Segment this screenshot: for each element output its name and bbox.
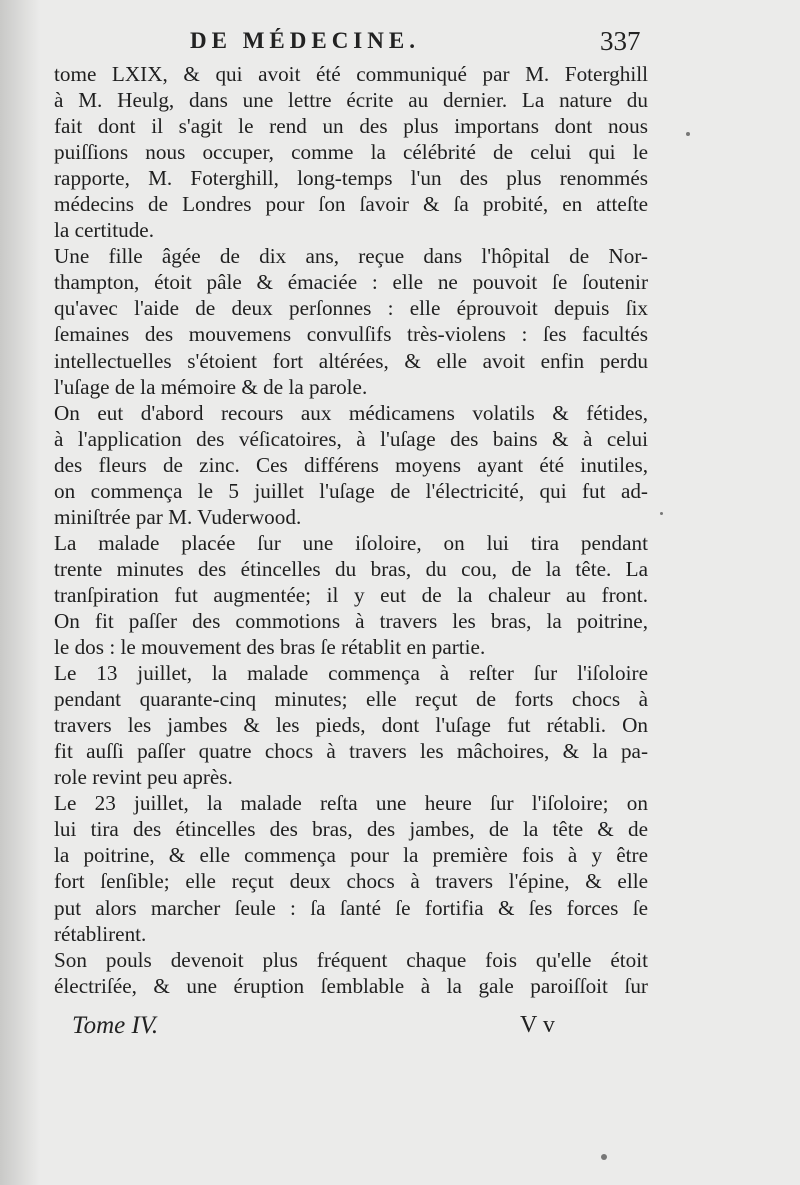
text-line: tranſpiration fut augmentée; il y eut de la chaleur au front. [54, 582, 648, 607]
text-line: des fleurs de zinc. Ces différens moyens ayant été inutiles, [54, 452, 648, 477]
text-line: miniſtrée par M. Vuderwood. [54, 504, 302, 529]
text-line: role revint peu après. [54, 765, 233, 790]
text-line: La malade placée ſur une iſoloire, on lui tira pendant [54, 530, 648, 555]
text-line: On fit paſſer des commotions à travers les bras, la poitrine, [54, 608, 648, 633]
text-line: ſemaines des mouvemens convulſifs très-violens : ſes facultés [54, 322, 648, 347]
text-line: fit auſſi paſſer quatre chocs à travers les mâchoires, & la pa- [54, 739, 648, 764]
text-line: fait dont il s'agit le rend un des plus importans dont nous [54, 114, 648, 139]
body-text [54, 61, 648, 999]
text-line: la certitude. [54, 218, 154, 243]
gutter-shadow [0, 0, 40, 1185]
text-line: à M. Heulg, dans une lettre écrite au dernier. La nature du [54, 88, 648, 113]
ink-speck [601, 1154, 607, 1160]
text-line: fort ſenſible; elle reçut deux chocs à travers l'épine, & elle [54, 869, 648, 894]
text-line: on commença le 5 juillet l'uſage de l'électricité, qui fut ad- [54, 478, 648, 503]
running-head: DE MÉDECINE. [190, 28, 420, 53]
text-line: Son pouls devenoit plus fréquent chaque fois qu'elle étoit [54, 947, 648, 972]
text-line: à l'application des véſicatoires, à l'uſage des bains & à celui [54, 426, 648, 451]
ink-speck [686, 132, 690, 136]
text-line: électriſée, & une éruption ſemblable à la gale paroiſſoit ſur [54, 973, 648, 998]
text-line: Le 23 juillet, la malade reſta une heure ſur l'iſoloire; on [54, 791, 648, 816]
text-line: rapporte, M. Foterghill, long-temps l'un des plus renommés [54, 166, 648, 191]
text-line: médecins de Londres pour ſon ſavoir & ſa probité, en atteſte [54, 192, 648, 217]
text-line: pendant quarante-cinq minutes; elle reçut de forts chocs à [54, 687, 648, 712]
text-line: puiſſions nous occuper, comme la célébrité de celui qui le [54, 140, 648, 165]
text-line: Le 13 juillet, la malade commença à reſter ſur l'iſoloire [54, 661, 648, 686]
text-line: thampton, étoit pâle & émaciée : elle ne pouvoit ſe ſoutenir [54, 270, 648, 295]
text-line: rétablirent. [54, 921, 147, 946]
text-line: Une fille âgée de dix ans, reçue dans l'hôpital de Nor- [54, 244, 648, 269]
catchword: V v [520, 1012, 555, 1038]
signature-mark: Tome IV. [72, 1012, 159, 1039]
text-line: lui tira des étincelles des bras, des jambes, de la tête & de [54, 817, 648, 842]
ink-speck [660, 512, 663, 515]
text-line: tome LXIX, & qui avoit été communiqué par M. Foterghill [54, 62, 648, 86]
text-line: On eut d'abord recours aux médicamens volatils & fétides, [54, 400, 648, 425]
text-line: intellectuelles s'étoient fort altérées, & elle avoit enfin perdu [54, 348, 648, 373]
text-line: qu'avec l'aide de deux perſonnes : elle éprouvoit depuis ſix [54, 296, 648, 321]
text-line: la poitrine, & elle commença pour la première fois à y être [54, 843, 648, 868]
text-line: trente minutes des étincelles du bras, du cou, de la tête. La [54, 556, 648, 581]
text-line: travers les jambes & les pieds, dont l'uſage fut rétabli. On [54, 713, 648, 738]
page-number: 337 [600, 26, 641, 56]
text-line: put alors marcher ſeule : ſa ſanté ſe fortifia & ſes forces ſe [54, 895, 648, 920]
text-line: le dos : le mouvement des bras ſe rétablit en partie. [54, 635, 486, 660]
text-line: l'uſage de la mémoire & de la parole. [54, 374, 368, 399]
